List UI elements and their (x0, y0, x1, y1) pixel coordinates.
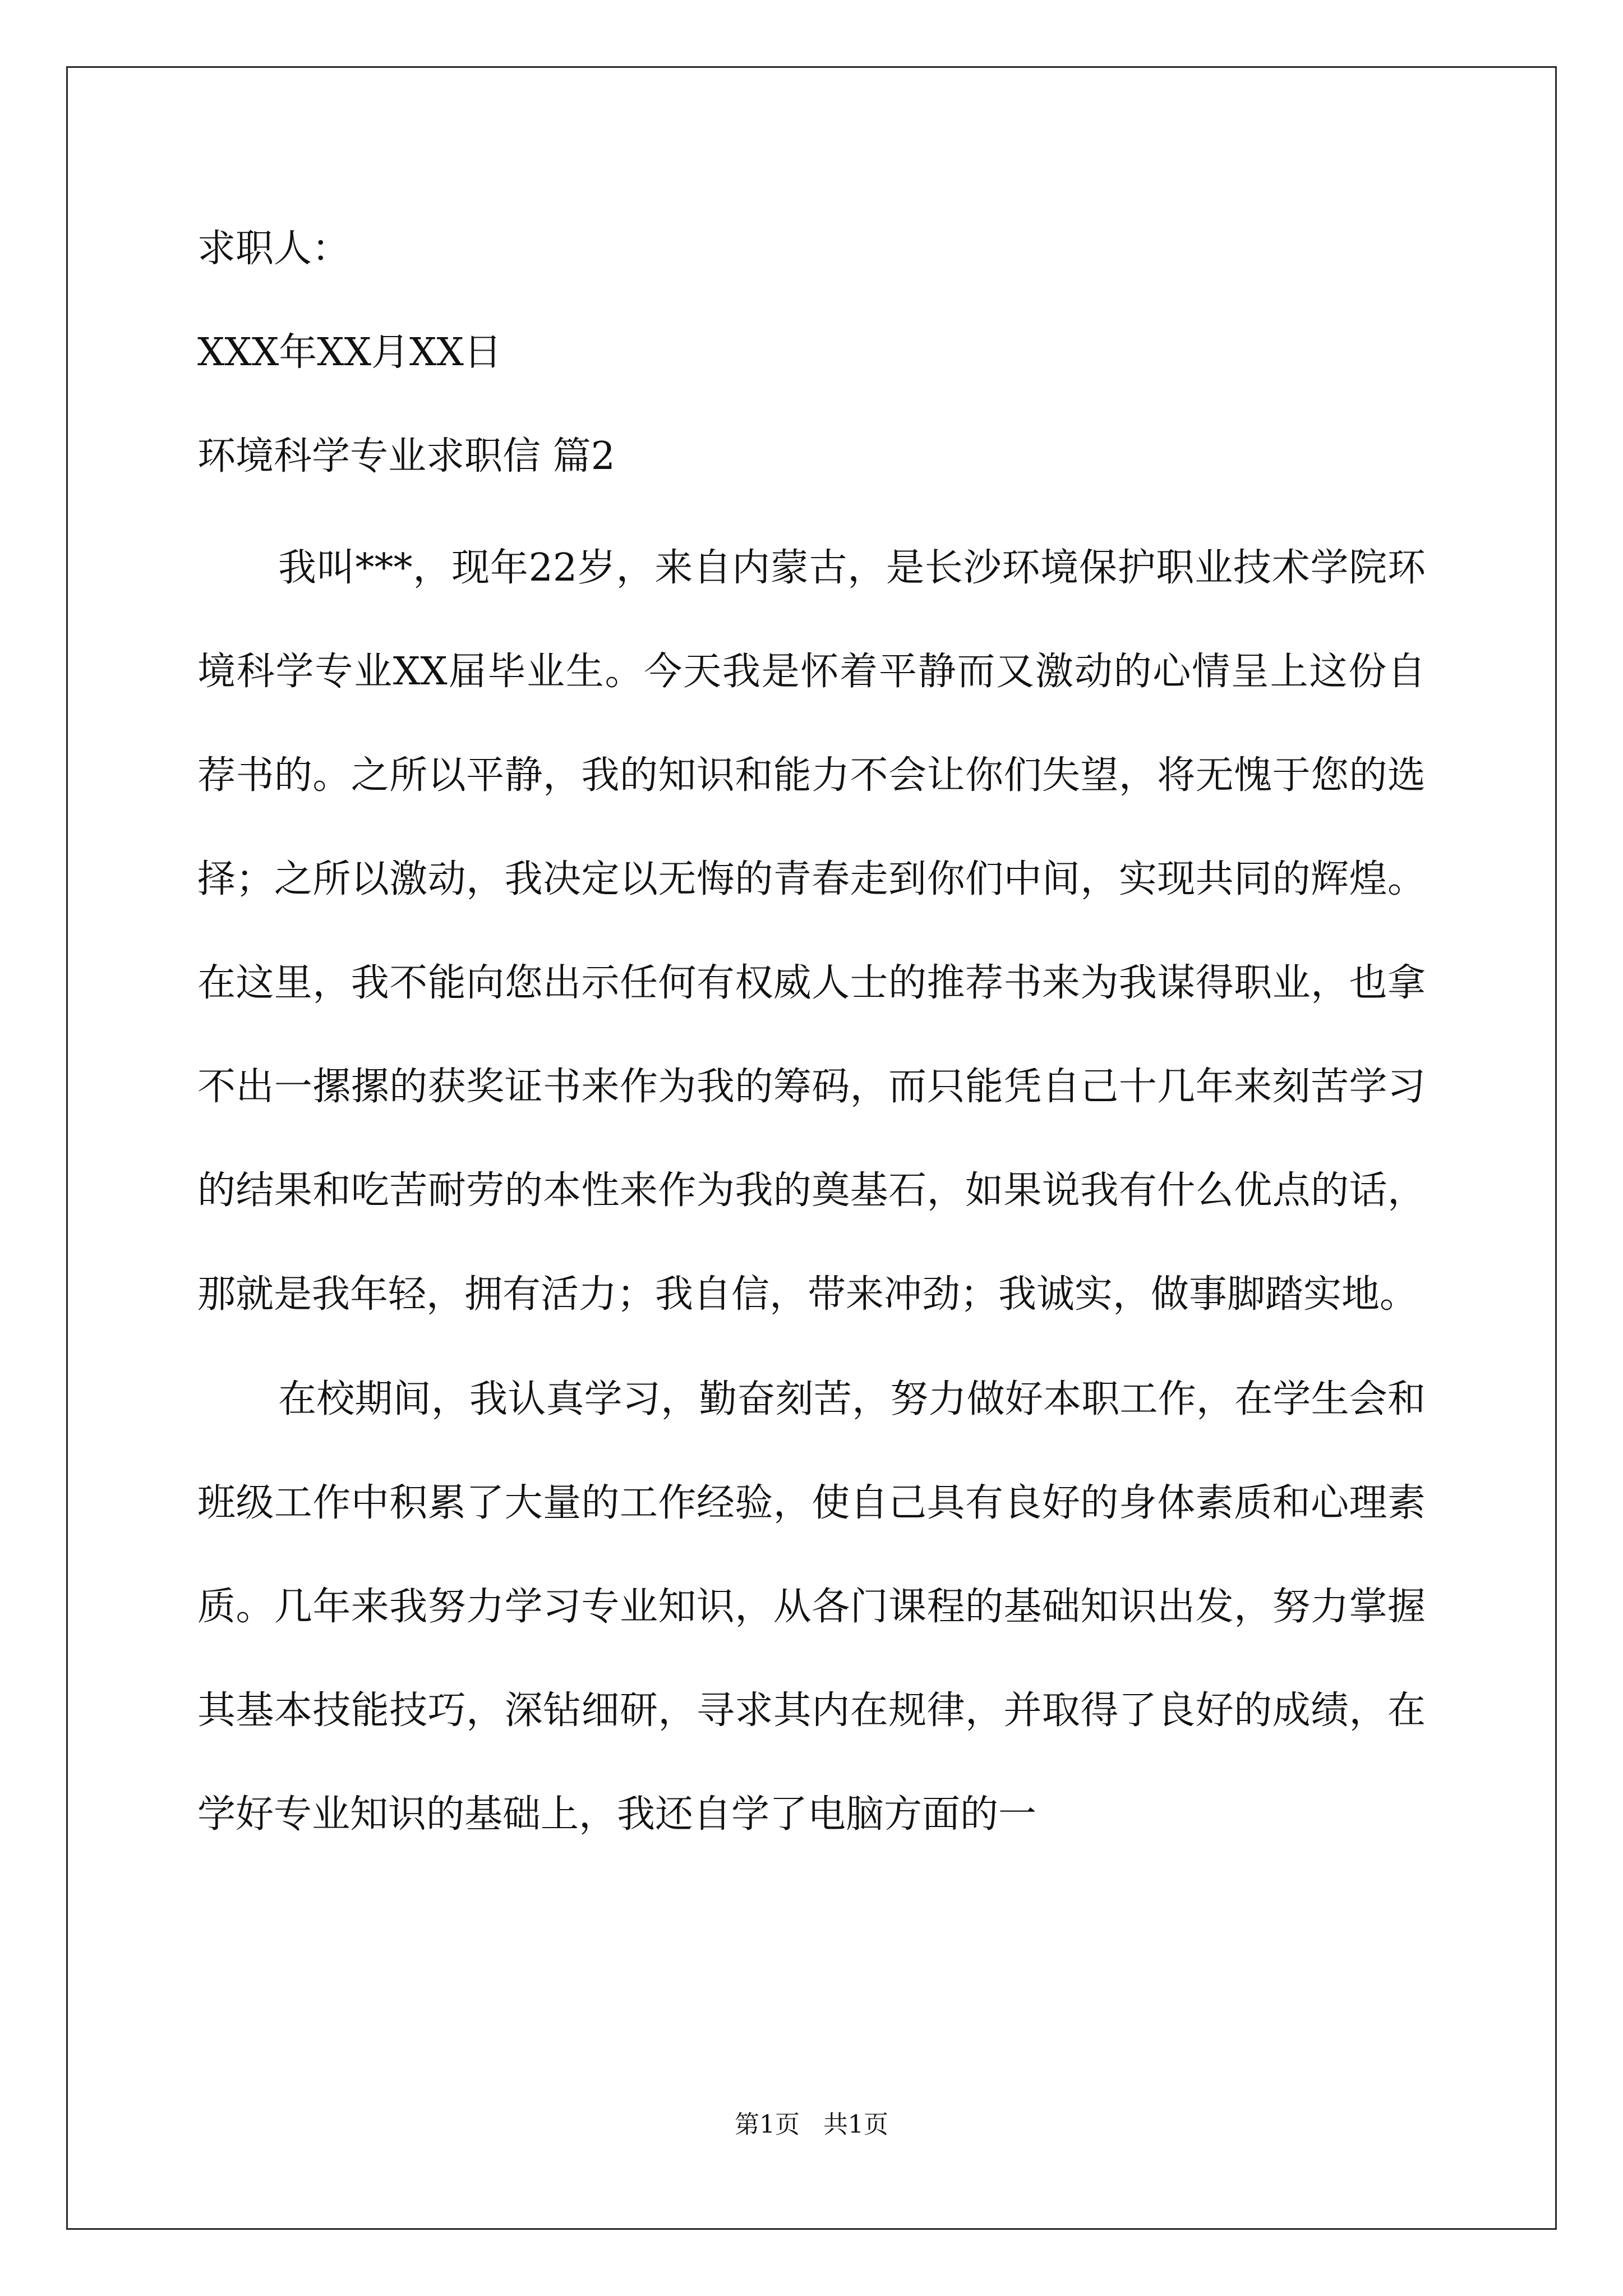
page-number: 第1页 共1页 (735, 2110, 888, 2139)
section-title: 环境科学专业求职信 篇2 (197, 434, 615, 478)
body-paragraph: 我叫***，现年22岁，来自内蒙古，是长沙环境保护职业技术学院环境科学专业XX届毕业生。今天我是怀着平静而又激动的心情呈上这份自荐书的。之所以平静，我的知识和能力不会让你们失望，将无愧于您的选择；之所以激动，我决定以无悔的青春走到你们中间，实现共同的辉煌。在这里，我不能向您出示任何有权威人士的推荐书来为我谋得职业，也拿不出一摞摞的获奖证书来作为我的筹码，而只能凭自己十几年来刻苦学习的结果和吃苦耐劳的本性来作为我的奠基石，如果说我有什么优点的话，那就是我年轻，拥有活力；我自信，带来冲劲；我诚实，做事脚踏实地。 (197, 546, 1426, 1317)
page-footer (0, 2109, 1623, 2141)
body-paragraph: 在校期间，我认真学习，勤奋刻苦，努力做好本职工作，在学生会和班级工作中积累了大量的工作经验，使自己具有良好的身体素质和心理素质。几年来我努力学习专业知识，从各门课程的基础知识出发，努力掌握其基本技能技巧，深钻细研，寻求其内在规律，并取得了良好的成绩，在学好专业知识的基础上，我还自学了电脑方面的一 (197, 1377, 1426, 1837)
signature-label: 求职人： (197, 227, 351, 271)
document-body (197, 224, 1426, 1866)
letter-date: XXX年XX月XX日 (197, 330, 502, 375)
